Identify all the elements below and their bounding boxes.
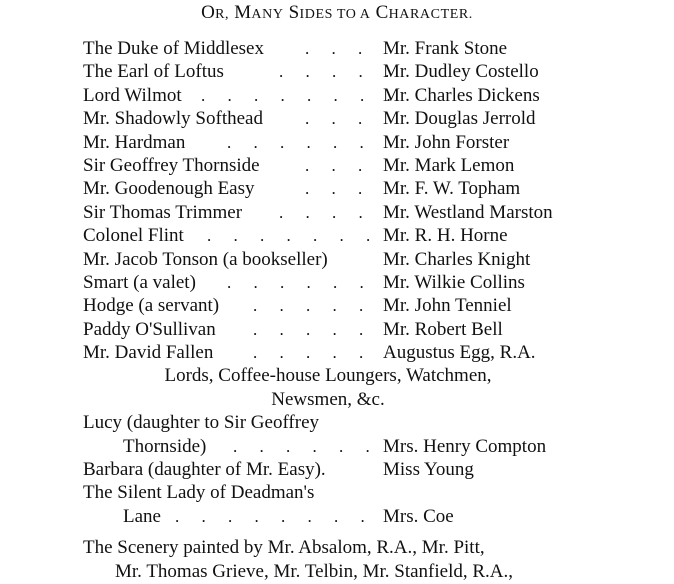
leader-dots: . . . xyxy=(305,155,372,175)
leader-dots: . . . . . xyxy=(253,296,373,316)
leader-dots: . . . . . . . . xyxy=(175,506,374,526)
role-name: The Earl of Loftus xyxy=(83,61,224,83)
actor-name: Mr. Mark Lemon xyxy=(383,154,515,176)
cast-row xyxy=(83,107,643,130)
cast-row xyxy=(83,481,643,504)
cast-row xyxy=(83,201,643,224)
actor-name: Mr. Westland Marston xyxy=(383,201,553,223)
cast-row xyxy=(83,224,643,247)
subtitle-text: R, xyxy=(215,7,230,22)
extras-row xyxy=(83,364,643,387)
leader-dots: . . . . . . . xyxy=(207,226,380,246)
cast-row xyxy=(83,248,643,271)
cast-row xyxy=(83,435,643,458)
subtitle-text: IDES TO A xyxy=(299,7,371,22)
role-name-continued: Lane xyxy=(123,505,161,527)
role-name: Paddy O'Sullivan xyxy=(83,318,216,340)
role-name: Mr. Hardman xyxy=(83,131,186,153)
actor-name: Mr. Robert Bell xyxy=(383,318,503,340)
subtitle-initial: C xyxy=(375,2,389,23)
actor-name: Mr. Dudley Costello xyxy=(383,61,539,83)
leader-dots: . . . xyxy=(305,179,372,199)
cast-row xyxy=(83,458,643,481)
cast-row xyxy=(83,37,643,60)
actor-name: Mr. F. W. Topham xyxy=(383,178,521,200)
role-name: Sir Geoffrey Thornside xyxy=(83,154,260,176)
subtitle-initial: O xyxy=(201,2,216,23)
cast-row xyxy=(83,60,643,83)
cast-row xyxy=(83,154,643,177)
role-name: Lucy (daughter to Sir Geoffrey xyxy=(83,412,320,434)
subtitle-text: HARACTER. xyxy=(388,7,473,22)
role-name: Lord Wilmot xyxy=(83,84,182,106)
cast-row xyxy=(83,411,643,434)
role-name: Mr. Goodenough Easy xyxy=(83,178,255,200)
cast-row xyxy=(83,131,643,154)
actor-name: Mrs. Henry Compton xyxy=(383,435,547,457)
leader-dots: . . . . xyxy=(279,202,372,222)
role-name: Hodge (a servant) xyxy=(83,295,220,317)
cast-row xyxy=(83,84,643,107)
actor-name: Mr. John Tenniel xyxy=(383,295,512,317)
role-name: Sir Thomas Trimmer xyxy=(83,201,243,223)
cast-row xyxy=(83,294,643,317)
scenery-line: Mr. Thomas Grieve, Mr. Telbin, Mr. Stanfield, R.A., xyxy=(115,561,513,582)
subtitle-initial: S xyxy=(288,2,300,23)
role-name: Mr. Jacob Tonson (a bookseller) xyxy=(83,248,328,270)
cast-row xyxy=(83,318,643,341)
role-name: Barbara (daughter of Mr. Easy). xyxy=(83,459,326,481)
actor-name: Mr. Frank Stone xyxy=(383,38,508,59)
role-name-continued: Thornside) xyxy=(123,435,207,457)
role-name: The Silent Lady of Deadman's xyxy=(83,482,315,504)
leader-dots: . . . . . . . . xyxy=(201,85,400,105)
leader-dots: . . . . . . xyxy=(233,436,379,456)
actor-name: Mr. John Forster xyxy=(383,131,510,153)
subtitle-text: ANY xyxy=(251,7,284,22)
actor-name: Mr. Douglas Jerrold xyxy=(383,108,536,130)
cast-row xyxy=(83,177,643,200)
role-name: Smart (a valet) xyxy=(83,271,196,293)
role-name: The Duke of Middlesex xyxy=(83,38,264,59)
actor-name: Mr. Charles Dickens xyxy=(383,84,540,106)
actor-name: Augustus Egg, R.A. xyxy=(383,342,536,364)
leader-dots: . . . . . xyxy=(253,343,373,363)
role-name: Mr. Shadowly Softhead xyxy=(83,108,263,130)
extras-line: Newsmen, &c. xyxy=(271,388,385,410)
leader-dots: . . . xyxy=(305,109,372,129)
actor-name: Mr. Charles Knight xyxy=(383,248,531,270)
extras-line: Lords, Coffee-house Loungers, Watchmen, xyxy=(164,365,492,387)
leader-dots: . . . . . . xyxy=(227,272,373,292)
cast-row xyxy=(83,341,643,364)
leader-dots: . . . . . xyxy=(253,319,373,339)
actor-name: Mrs. Coe xyxy=(383,505,454,527)
play-subtitle xyxy=(0,2,674,24)
actor-name: Mr. Wilkie Collins xyxy=(383,271,525,293)
actor-name: Miss Young xyxy=(383,459,474,481)
extras-row xyxy=(83,388,643,411)
leader-dots: . . . xyxy=(305,39,372,58)
cast-row xyxy=(83,271,643,294)
subtitle-initial: M xyxy=(234,2,252,23)
actor-name: Mr. R. H. Horne xyxy=(383,225,508,247)
scenery-line: The Scenery painted by Mr. Absalom, R.A., Mr. Pitt, xyxy=(83,537,485,558)
scenery-credits xyxy=(83,536,643,584)
cast-list xyxy=(83,37,643,528)
leader-dots: . . . . . xyxy=(279,62,399,82)
cast-row xyxy=(83,505,643,528)
leader-dots: . . . . . . xyxy=(227,132,373,152)
role-name: Colonel Flint xyxy=(83,225,184,247)
role-name: Mr. David Fallen xyxy=(83,342,214,364)
